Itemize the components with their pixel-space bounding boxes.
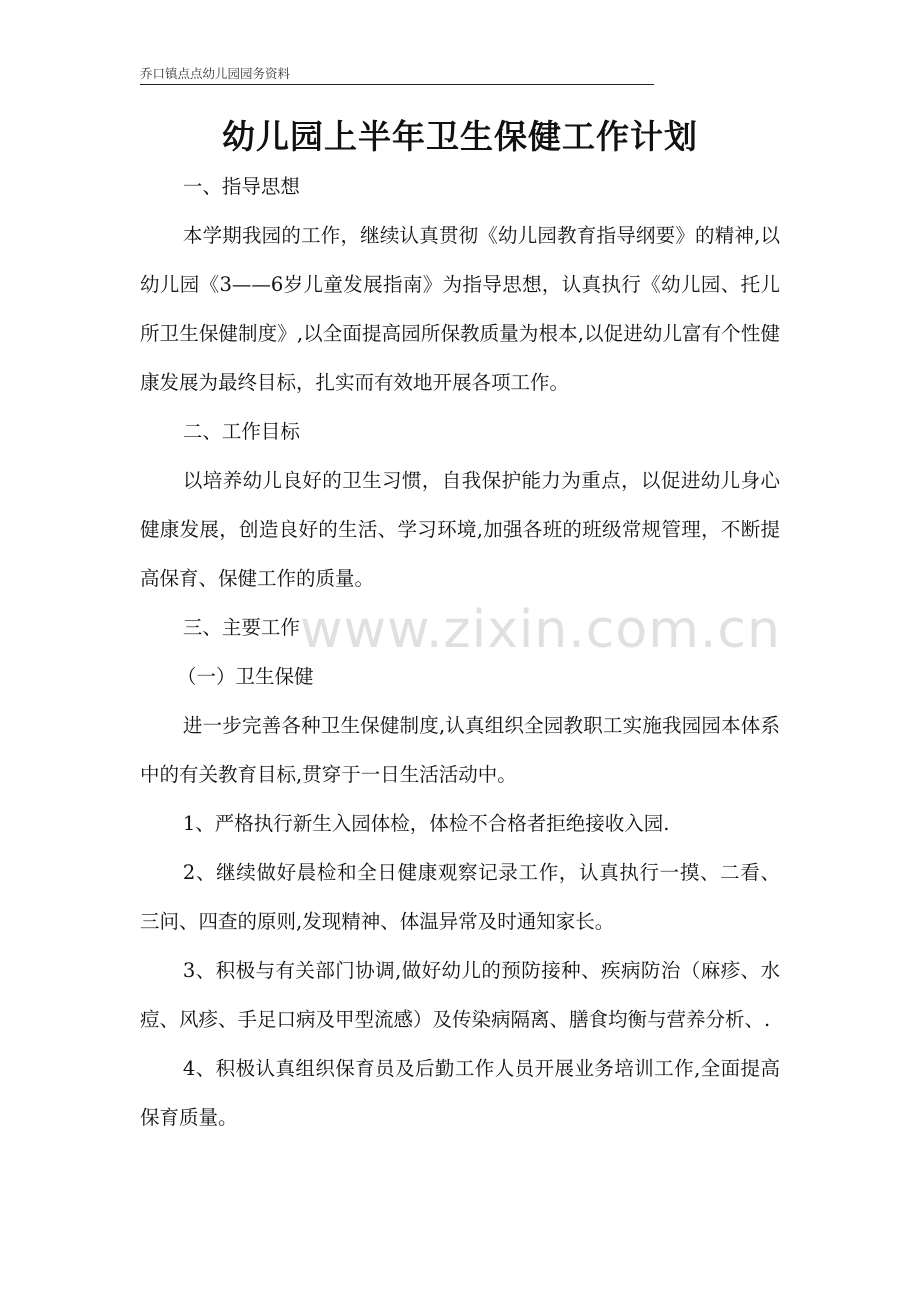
list-item: 3、积极与有关部门协调,做好幼儿的预防接种、疾病防治（麻疹、水痘、风疹、手足口病及甲型流感）及传染病隔离、膳食均衡与营养分析、. bbox=[140, 959, 780, 1031]
list-item: 4、积极认真组织保育员及后勤工作人员开展业务培训工作,全面提高保育质量。 bbox=[140, 1057, 780, 1129]
watermark: www.zixin.com.cn bbox=[300, 600, 781, 660]
section-heading-1: 一、指导思想 bbox=[182, 175, 300, 198]
section-heading-3: 三、主要工作 bbox=[182, 616, 300, 639]
page-header: 乔口镇点点幼儿园园务资料 bbox=[140, 66, 654, 85]
paragraph: 以培养幼儿良好的卫生习惯，自我保护能力为重点，以促进幼儿身心健康发展，创造良好的生活、学习环境,加强各班的班级常规管理，不断提高保育、保健工作的质量。 bbox=[140, 469, 780, 590]
subsection-heading: （一）卫生保健 bbox=[177, 665, 314, 688]
section-heading-2: 二、工作目标 bbox=[182, 420, 300, 443]
list-item: 2、继续做好晨检和全日健康观察记录工作，认真执行一摸、二看、三问、四查的原则,发现精神、体温异常及时通知家长。 bbox=[140, 861, 780, 933]
list-item: 1、严格执行新生入园体检，体检不合格者拒绝接收入园. bbox=[182, 812, 670, 835]
paragraph: 本学期我园的工作，继续认真贯彻《幼儿园教育指导纲要》的精神,以幼儿园《3——6岁儿童发展指南》为指导思想，认真执行《幼儿园、托儿所卫生保健制度》,以全面提高园所保教质量为根本,以促进幼儿富有个性健康发展为最终目标，扎实而有效地开展各项工作。 bbox=[140, 224, 780, 394]
document-title: 幼儿园上半年卫生保健工作计划 bbox=[222, 117, 698, 156]
document-body bbox=[140, 162, 780, 1142]
paragraph: 进一步完善各种卫生保健制度,认真组织全园教职工实施我园园本体系中的有关教育目标,贯穿于一日生活活动中。 bbox=[140, 714, 780, 786]
